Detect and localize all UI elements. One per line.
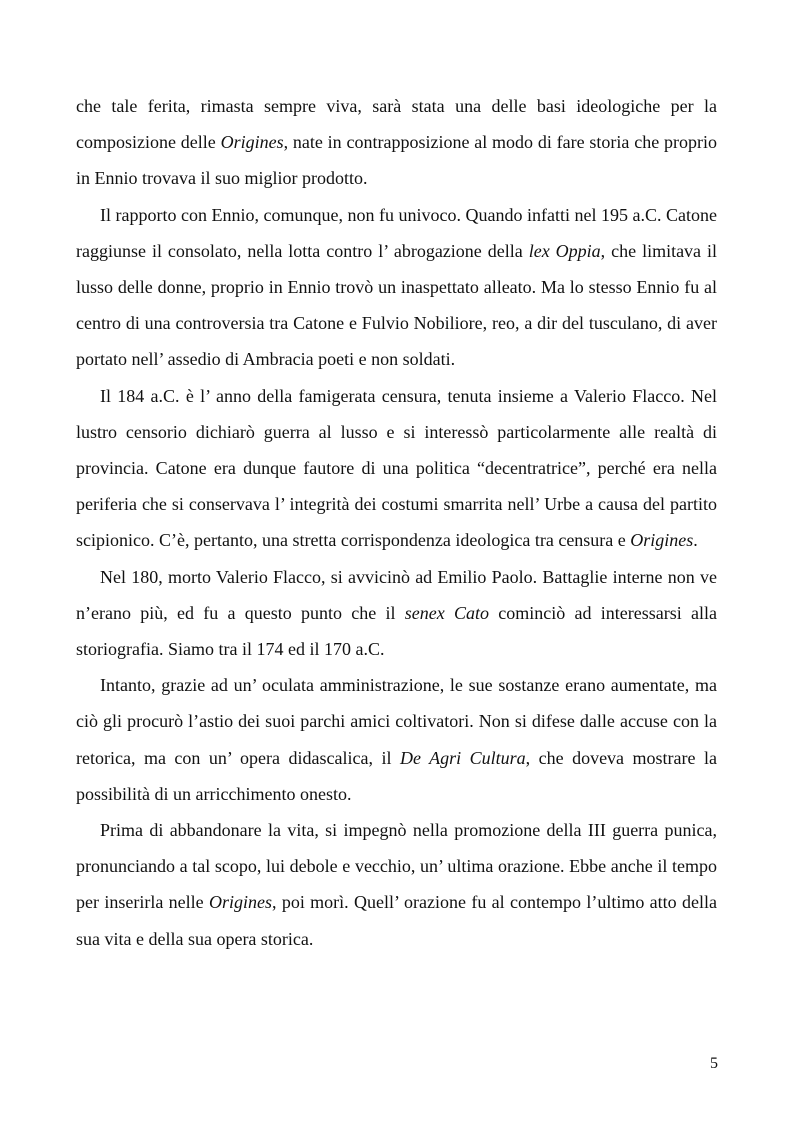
paragraph-6-text: Prima di abbandonare la vita, si impegnò nella promozione della III guerra punica, pronunciando a tal scopo, lui debole e vecchio, un’ ultima orazione. Ebbe anche il tempo per inserirla nelle — [76, 820, 717, 913]
paragraph-2-term-lex-oppia: lex Oppia — [528, 240, 601, 261]
paragraph-1-text-end: , nate in contrapposizione al modo di fare storia che proprio in Ennio trovava il suo miglior prodotto. — [76, 132, 717, 189]
paragraph-3 — [76, 378, 717, 559]
paragraph-3-title-origines: Origines — [630, 530, 694, 551]
paragraph-4 — [76, 559, 717, 668]
paragraph-1-text: che tale ferita, rimasta sempre viva, sarà stata una delle basi ideologiche per la composizione delle — [76, 96, 717, 153]
body-text — [76, 88, 717, 957]
paragraph-3-text: Il 184 a.C. è l’ anno della famigerata censura, tenuta insieme a Valerio Flacco. Nel lustro censorio dichiarò guerra al lusso e si interessò particolarmente alle realtà di provincia. Catone era dunque fautore di una politica “decentratrice”, perché era nella periferia che si conservava l’ integrità dei costumi smarrita nell’ Urbe a causa del partito scipionico. C’è, pertanto, una stretta corrispondenza ideologica tra censura e — [76, 385, 717, 551]
paragraph-1 — [76, 88, 717, 197]
paragraph-4-text: Nel 180, morto Valerio Flacco, si avvicinò ad Emilio Paolo. Battaglie interne non ve n’erano più, ed fu a questo punto che il — [76, 566, 717, 623]
paragraph-6-text-end: , poi morì. Quell’ orazione fu al contempo l’ultimo atto della sua vita e della sua opera storica. — [76, 892, 717, 949]
paragraph-6-title-origines: Origines — [208, 892, 272, 913]
paragraph-4-text-end: cominciò ad interessarsi alla storiografia. Siamo tra il 174 ed il 170 a.C. — [76, 602, 718, 660]
paragraph-6 — [76, 812, 717, 957]
paragraph-5-text: Intanto, grazie ad un’ oculata amministrazione, le sue sostanze erano aumentate, ma ciò gli procurò l’astio dei suoi parchi amici coltivatori. Non si difese dalle accuse con la retorica, ma con un’ opera didascalica, il — [76, 675, 717, 768]
paragraph-5-title-de-agri-cultura: De Agri Cultura — [399, 747, 526, 768]
paragraph-5-text-end: , che doveva mostrare la possibilità di un arricchimento onesto. — [76, 747, 717, 804]
page-number: 5 — [710, 1055, 718, 1072]
paragraph-4-term-senex-cato: senex Cato — [404, 602, 490, 623]
paragraph-3-text-end: . — [693, 530, 698, 551]
paragraph-1-title-origines: Origines — [220, 132, 284, 153]
paragraph-2 — [76, 197, 717, 378]
paragraph-2-text: Il rapporto con Ennio, comunque, non fu univoco. Quando infatti nel 195 a.C. Catone raggiunse il consolato, nella lotta contro l’ abrogazione della — [76, 204, 717, 261]
paragraph-5 — [76, 667, 717, 812]
paragraph-2-text-end: , che limitava il lusso delle donne, proprio in Ennio trovò un inaspettato alleato. Ma lo stesso Ennio fu al centro di una controversia tra Catone e Fulvio Nobiliore, reo, a dir del tusculano, di aver portato nell’ assedio di Ambracia poeti e non soldati. — [76, 240, 718, 370]
